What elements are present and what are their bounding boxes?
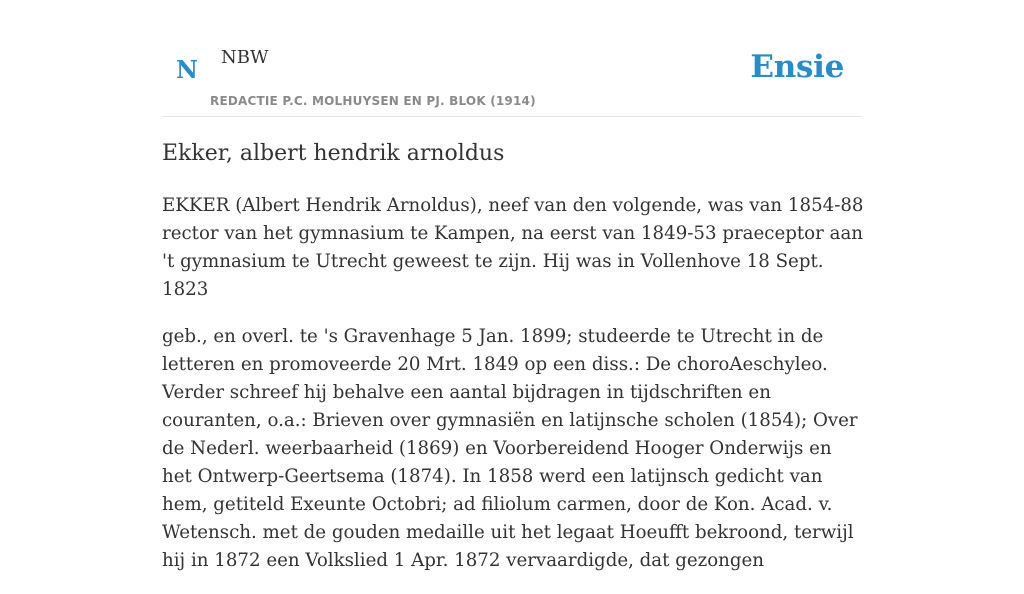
brand-logo[interactable]: Ensie: [750, 49, 844, 85]
source-name: NBW: [221, 47, 269, 68]
source-editors: REDACTIE P.C. MOLHUYSEN EN PJ. BLOK (1914): [210, 94, 536, 108]
article-paragraph: EKKER (Albert Hendrik Arnoldus), neef van den volgende, was van 1854-88 rector van het gymnasium te Kampen, na eerst van 1849-53 praeceptor aan 't gymnasium te Utrecht geweest te zijn. Hij was in Vollenhove 18 Sept. 1823: [162, 195, 864, 300]
article-body: [162, 192, 866, 594]
source-header: [162, 0, 862, 117]
source-logo[interactable]: N: [176, 55, 198, 84]
article-paragraph: geb., en overl. te 's Gravenhage 5 Jan. 1899; studeerde te Utrecht in de letteren en promoveerde 20 Mrt. 1849 op een diss.: De choroAeschyleo. Verder schreef hij behalve een aantal bijdragen in tijdschriften en couranten, o.a.: Brieven over gymnasiën en latijnsche scholen (1854); Over de Nederl. weerbaarheid (1869) en Voorbereidend Hooger Onderwijs en het Ontwerp-Geertsema (1874). In 1858 werd een latijnsch gedicht van hem, getiteld Exeunte Octobri; ad filiolum carmen, door de Kon. Acad. v. Wetensch. met de gouden medaille uit het legaat Hoeufft bekroond, terwijl hij in 1872 een Volkslied 1 Apr. 1872 vervaardigde, dat gezongen: [162, 326, 858, 571]
article-title: Ekker, albert hendrik arnoldus: [162, 141, 505, 166]
